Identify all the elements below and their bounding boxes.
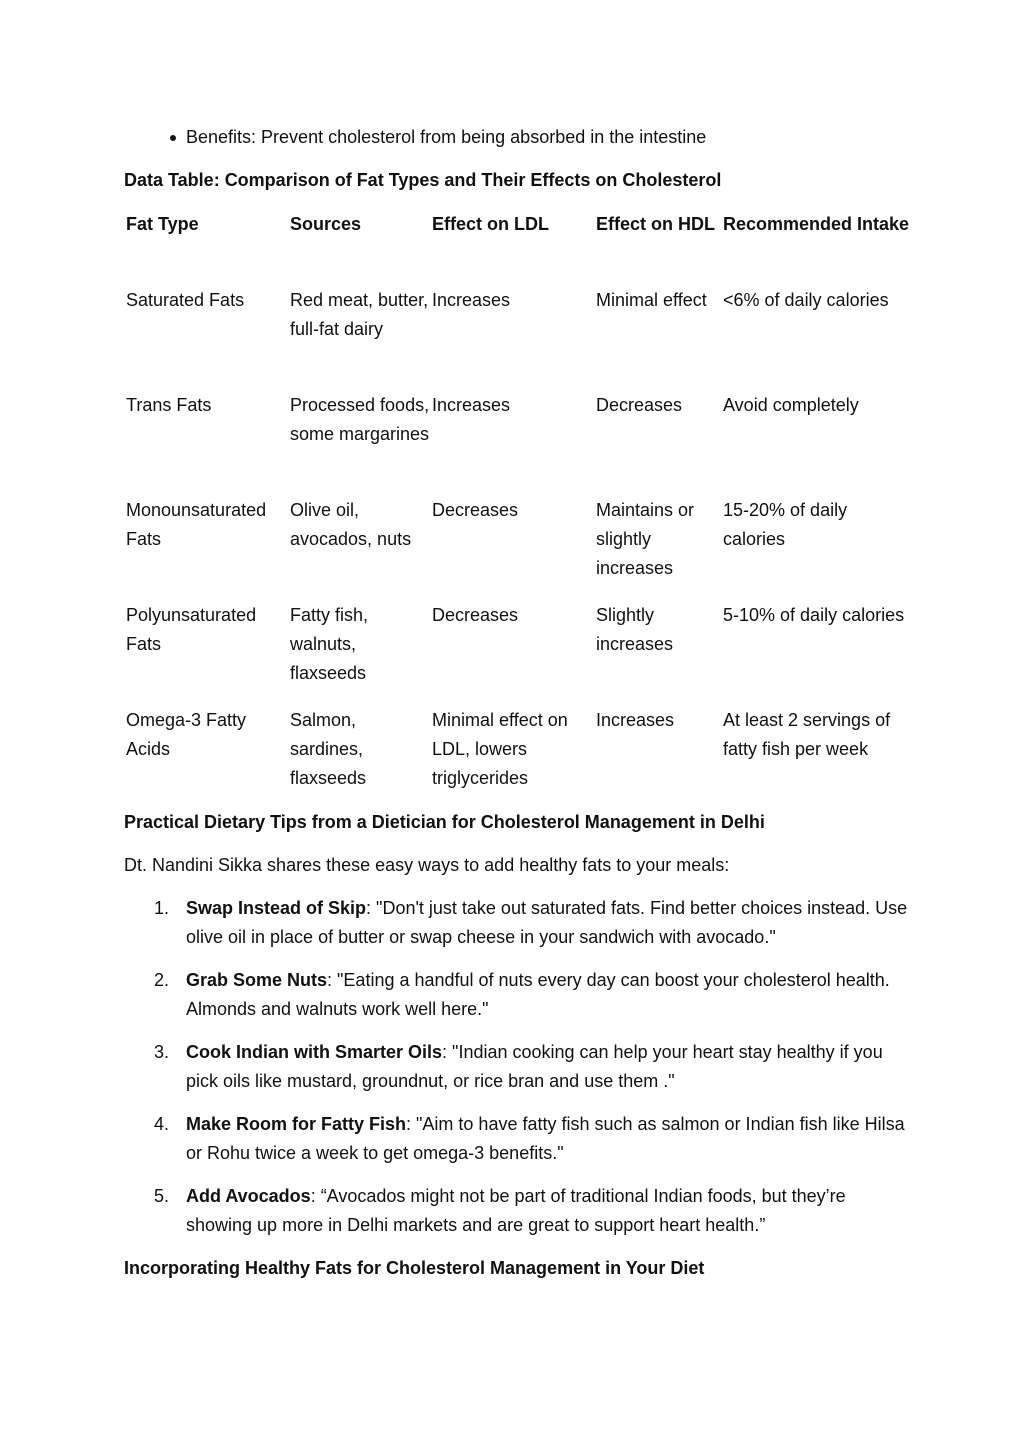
incorporating-heading: Incorporating Healthy Fats for Cholesterol Management in Your Diet	[124, 1258, 705, 1278]
table-cell: Slightly increases	[596, 605, 674, 654]
table-cell: Olive oil, avocados, nuts	[290, 500, 412, 549]
tip-text: : “Avocados might not be part of traditional Indian foods, but they’re showing up more in Delhi markets and are great to support heart health.”	[186, 1186, 846, 1235]
table-cell: Salmon, sardines, flaxseeds	[290, 710, 367, 788]
table-cell: 15-20% of daily calories	[723, 500, 848, 549]
table-row	[124, 706, 914, 793]
table-cell: Increases	[432, 395, 511, 415]
fat-comparison-table	[124, 210, 914, 793]
table-cell: Decreases	[432, 605, 519, 625]
table-cell: At least 2 servings of fatty fish per week	[723, 710, 891, 759]
table-cell: Minimal effect on LDL, lowers triglycerides	[432, 710, 568, 788]
table-cell: 5-10% of daily calories	[723, 605, 905, 625]
tip-title: Add Avocados	[186, 1186, 311, 1206]
tip-title: Swap Instead of Skip	[186, 898, 367, 918]
table-cell: Maintains or slightly increases	[596, 500, 695, 578]
list-item	[124, 1038, 914, 1096]
column-header: Fat Type	[126, 214, 199, 234]
list-number: 2.	[154, 970, 170, 990]
tip-text: : "Aim to have fatty fish such as salmon or Indian fish like Hilsa or Rohu twice a week to get omega-3 benefits."	[186, 1114, 905, 1163]
tips-heading: Practical Dietary Tips from a Dietician for Cholesterol Management in Delhi	[124, 812, 765, 832]
benefits-bullet	[124, 123, 904, 152]
table-cell: Omega-3 Fatty Acids	[126, 710, 247, 759]
table-cell: Trans Fats	[126, 395, 212, 415]
column-header: Recommended Intake	[723, 214, 910, 234]
table-row	[124, 496, 914, 601]
list-number: 3.	[154, 1042, 170, 1062]
table-cell: Red meat, butter, full-fat dairy	[290, 290, 429, 339]
table-cell: Minimal effect	[596, 290, 707, 310]
list-number: 4.	[154, 1114, 170, 1134]
tip-title: Cook Indian with Smarter Oils	[186, 1042, 443, 1062]
table-cell: Monounsaturated Fats	[126, 500, 267, 549]
tip-text: : "Eating a handful of nuts every day can boost your cholesterol health. Almonds and walnuts work well here."	[186, 970, 890, 1019]
table-cell: Increases	[596, 710, 675, 730]
column-header: Effect on LDL	[432, 214, 549, 234]
table-heading: Data Table: Comparison of Fat Types and Their Effects on Cholesterol	[124, 170, 722, 190]
table-cell: Increases	[432, 290, 511, 310]
tip-text: : "Don't just take out saturated fats. Find better choices instead. Use olive oil in place of butter or swap cheese in your sandwich with avocado."	[186, 898, 908, 947]
tips-intro: Dt. Nandini Sikka shares these easy ways to add healthy fats to your meals:	[124, 855, 730, 875]
list-item	[124, 1110, 914, 1168]
tip-text: : "Indian cooking can help your heart stay healthy if you pick oils like mustard, groundnut, or rice bran and use them ."	[186, 1042, 883, 1091]
tip-title: Make Room for Fatty Fish	[186, 1114, 407, 1134]
table-cell: <6% of daily calories	[723, 290, 889, 310]
tips-list	[124, 894, 914, 1254]
column-header: Effect on HDL	[596, 214, 715, 234]
list-item	[124, 1182, 914, 1240]
table-row	[124, 286, 914, 391]
table-cell: Saturated Fats	[126, 290, 245, 310]
table-row	[124, 391, 914, 496]
table-cell: Polyunsaturated Fats	[126, 605, 257, 654]
bullet-dot-icon	[170, 135, 176, 141]
table-cell: Fatty fish, walnuts, flaxseeds	[290, 605, 369, 683]
column-header: Sources	[290, 214, 362, 234]
table-cell: Processed foods, some margarines	[290, 395, 430, 444]
list-number: 5.	[154, 1186, 170, 1206]
table-cell: Decreases	[432, 500, 519, 520]
list-item	[124, 894, 914, 952]
tip-title: Grab Some Nuts	[186, 970, 328, 990]
table-header-row	[124, 210, 914, 286]
list-number: 1.	[154, 898, 170, 918]
table-row	[124, 601, 914, 706]
table-cell: Decreases	[596, 395, 683, 415]
list-item	[124, 966, 914, 1024]
table-cell: Avoid completely	[723, 395, 859, 415]
benefits-text: Benefits: Prevent cholesterol from being absorbed in the intestine	[186, 127, 707, 147]
